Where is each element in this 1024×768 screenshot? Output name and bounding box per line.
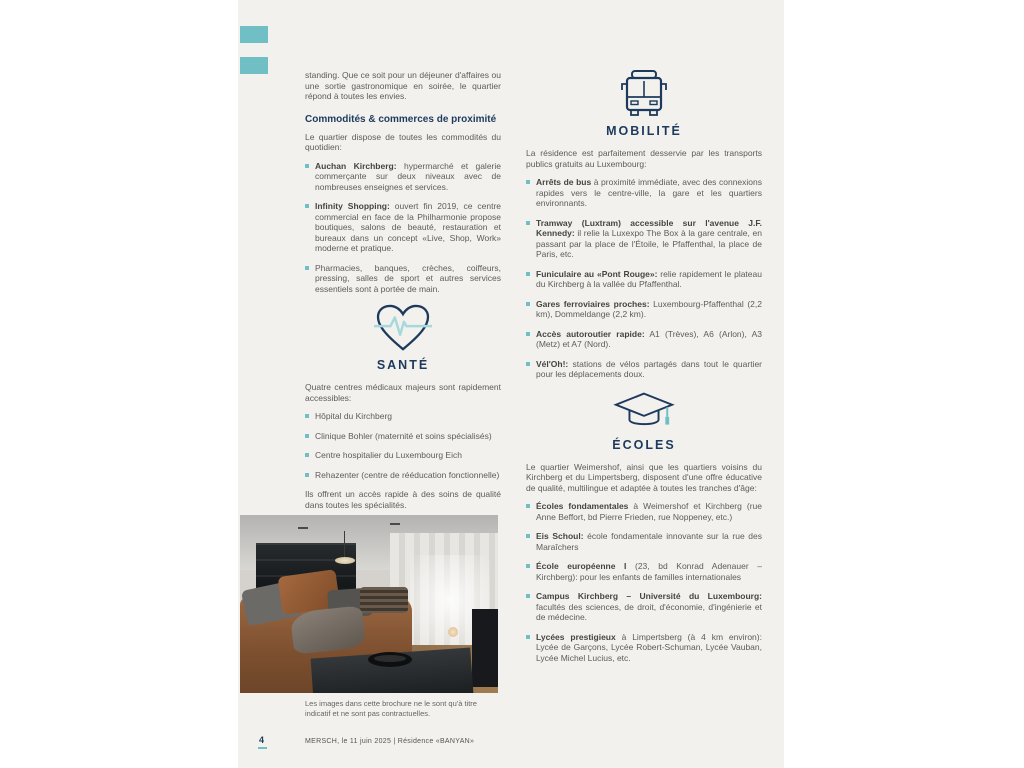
bullet-square-icon xyxy=(305,473,309,477)
list-item: Arrêts de bus à proximité immédiate, avec des connexions rapides vers le centre-ville, la gare et les quartiers environnants. xyxy=(526,177,762,209)
bullet-square-icon xyxy=(526,332,530,336)
bus-icon xyxy=(526,68,762,120)
photo-pendant-cord xyxy=(344,531,345,557)
photo-ceiling-light xyxy=(298,527,308,529)
list-item: Infinity Shopping: ouvert fin 2019, ce centre commercial en face de la Philharmonie propose boutiques, salons de beauté, restauration et bureaux dans un concept «Live, Shop, Work» moderne et pratique. xyxy=(305,201,501,254)
bullet-square-icon xyxy=(305,266,309,270)
photo-pendant-lamp xyxy=(335,557,355,564)
list-item: Tramway (Luxtram) accessible sur l'avenue J.F. Kennedy: il relie la Luxexpo The Box à la gare centrale, en passant par la place de l'Étoile, le Pfaffenthal, la place de Paris, etc. xyxy=(526,218,762,260)
photo-tv-sideboard xyxy=(472,609,498,687)
footer-text: MERSCH, le 11 juin 2025 | Résidence «BANYAN» xyxy=(305,738,475,745)
brochure-page xyxy=(238,0,784,768)
sante-heading: SANTÉ xyxy=(376,358,430,372)
page-footer xyxy=(238,735,784,755)
list-item: Gares ferroviaires proches: Luxembourg-Pfaffenthal (2,2 km), Dommeldange (2,2 km). xyxy=(526,299,762,320)
bullet-square-icon xyxy=(526,221,530,225)
list-item: Lycées prestigieux à Limpertsberg (à 4 km environ): Lycée de Garçons, Lycée Robert-Schuman, Lycée Vauban, Lycée Michel Lucius, etc. xyxy=(526,632,762,664)
mobilite-heading: MOBILITÉ xyxy=(606,124,682,138)
bullet-square-icon xyxy=(305,434,309,438)
page-number-underline xyxy=(258,747,267,749)
photo-ceiling-light xyxy=(390,523,400,525)
sante-intro: Quatre centres médicaux majeurs sont rapidement accessibles: xyxy=(305,382,501,403)
list-item: Clinique Bohler (maternité et soins spécialisés) xyxy=(305,431,501,442)
list-item: École européenne I (23, bd Konrad Adenauer – Kirchberg): pour les enfants de familles internationales xyxy=(526,561,762,582)
commodites-intro: Le quartier dispose de toutes les commodités du quotidien: xyxy=(305,131,501,152)
list-item: Rehazenter (centre de rééducation fonctionnelle) xyxy=(305,470,501,481)
bullet-square-icon xyxy=(526,504,530,508)
list-item: Centre hospitalier du Luxembourg Eich xyxy=(305,450,501,461)
left-column xyxy=(305,70,501,518)
intro-continuation-paragraph: standing. Que ce soit pour un déjeuner d'affaires ou une sortie gastronomique en soirée, le quartier répond à toutes les envies. xyxy=(305,70,501,101)
bullet-square-icon xyxy=(526,180,530,184)
list-item: Vél'Oh!: stations de vélos partagés dans tout le quartier pour les déplacements doux. xyxy=(526,359,762,380)
bullet-square-icon xyxy=(305,414,309,418)
teal-square-decoration xyxy=(240,57,268,74)
ecoles-intro: Le quartier Weimershof, ainsi que les quartiers voisins du Kirchberg et du Limpertsberg, disposent d'une offre éducative de qualité, multilingue et adaptée à toutes les tranches d'âge: xyxy=(526,461,762,493)
bullet-square-icon xyxy=(526,594,530,598)
bullet-square-icon xyxy=(526,564,530,568)
bullet-square-icon xyxy=(526,272,530,276)
list-item: Funiculaire au «Pont Rouge»: relie rapidement le plateau du Kirchberg à la vallée du Pfaffenthal. xyxy=(526,269,762,290)
photo-table-lamp xyxy=(448,627,458,637)
list-item: Écoles fondamentales à Weimershof et Kirchberg (rue Anne Beffort, bd Pierre Frieden, rue Noppeney, etc.) xyxy=(526,501,762,522)
list-item: Pharmacies, banques, crèches, coiffeurs, pressing, salles de sport et autres services essentiels sont à portée de main. xyxy=(305,263,501,295)
sante-list xyxy=(305,411,501,480)
photo-black-bowl xyxy=(368,652,412,667)
photo-pillow xyxy=(360,587,408,613)
photo-caption: Les images dans cette brochure ne le sont qu'à titre indicatif et ne sont pas contractuelles. xyxy=(305,699,477,718)
mobilite-list xyxy=(526,177,762,380)
teal-square-decoration xyxy=(240,26,268,43)
ecoles-list xyxy=(526,501,762,663)
list-item: Auchan Kirchberg: hypermarché et galerie commerçante sur deux niveaux avec de nombreuses enseignes et services. xyxy=(305,161,501,193)
bullet-square-icon xyxy=(526,362,530,366)
list-item: Hôpital du Kirchberg xyxy=(305,411,501,422)
right-column xyxy=(526,58,762,672)
graduation-cap-icon xyxy=(526,390,762,434)
heart-pulse-icon xyxy=(305,304,501,354)
mobilite-intro: La résidence est parfaitement desservie par les transports publics gratuits au Luxembourg: xyxy=(526,148,762,169)
bullet-square-icon xyxy=(526,534,530,538)
bullet-square-icon xyxy=(305,204,309,208)
ecoles-heading: ÉCOLES xyxy=(612,437,676,452)
sante-outro: Ils offrent un accès rapide à des soins de qualité dans toutes les spécialités. xyxy=(305,489,501,510)
bullet-square-icon xyxy=(526,635,530,639)
commodites-heading: Commodités & commerces de proximité xyxy=(305,113,497,125)
page-number: 4 xyxy=(259,735,265,745)
list-item: Campus Kirchberg – Université du Luxembourg: facultés des sciences, de droit, d'économie, d'ingénierie et de médecine. xyxy=(526,591,762,623)
commodites-list xyxy=(305,161,501,295)
bullet-square-icon xyxy=(305,453,309,457)
bullet-square-icon xyxy=(305,164,309,168)
list-item: Eis Schoul: école fondamentale innovante sur la rue des Maraîchers xyxy=(526,531,762,552)
living-room-photo xyxy=(240,515,498,693)
list-item: Accès autoroutier rapide: A1 (Trèves), A6 (Arlon), A3 (Metz) et A7 (Nord). xyxy=(526,329,762,350)
bullet-square-icon xyxy=(526,302,530,306)
